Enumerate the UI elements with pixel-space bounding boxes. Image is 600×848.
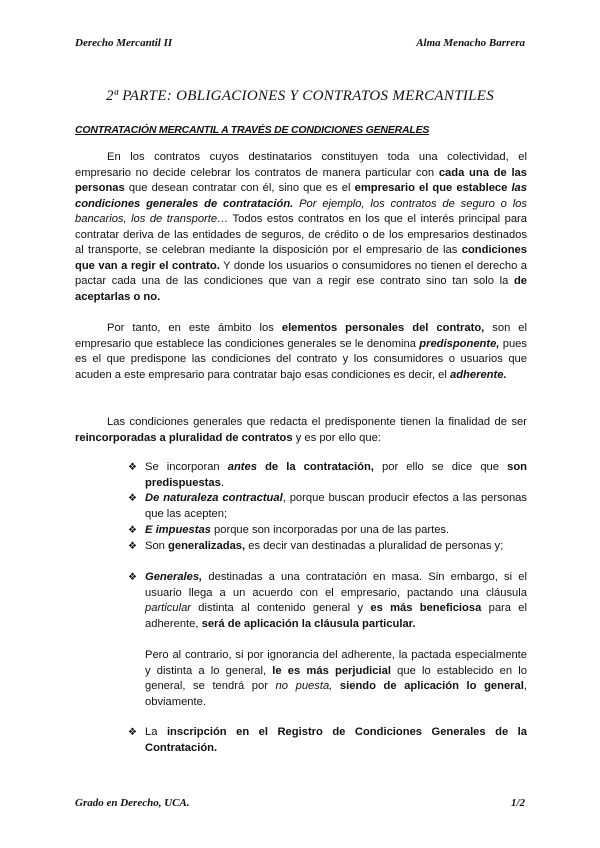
list-item: ❖ Generales, destinadas a una contratación en masa. Sin embargo, si el usuario llega a un acuerdo con el empresario, pactando una cláusula particular distinta al contenido general y es más beneficiosa para el adherente, será de aplicación la cláusula particular.	[128, 571, 527, 630]
diamond-bullet-icon: ❖	[128, 462, 137, 473]
header-author: Alma Menacho Barrera	[416, 37, 525, 49]
page-title: 2ª PARTE: OBLIGACIONES Y CONTRATOS MERCANTILES	[105, 88, 495, 104]
diamond-bullet-icon: ❖	[128, 525, 137, 536]
header-course: Derecho Mercantil II	[75, 37, 173, 49]
diamond-bullet-icon: ❖	[128, 493, 137, 504]
paragraph-1: En los contratos cuyos destinatarios constituyen toda una colectividad, el empresario no decide celebrar los contratos de manera particular con cada una de las personas que desean contratar con él, sino que es el empresario el que establece las condiciones generales de contratación. Por ejemplo, los contratos de seguro o los bancarios, los de transporte… Todos estos contratos en los que el interés principal para contratar deriva de las entidades de seguros, de crédito o de los empresarios destinados al transporte, se celebran mediante la disposición por el empresario de las condiciones que van a regir el contrato. Y donde los usuarios o consumidores no tienen el derecho a pactar cada una de las condiciones que van a regir ese contrato sino tan solo la de aceptarlas o no.	[75, 151, 528, 303]
list-item: ❖ Se incorporan antes de la contratación, por ello se dice que son predispuestas.	[128, 461, 527, 489]
contrary-paragraph: Pero al contrario, si por ignorancia del adherente, la pactada especialmente y distinta a lo general, le es más perjudicial que lo establecido en lo general, se tendrá por no puesta, siendo de aplicación lo general, obviamente.	[145, 649, 527, 708]
list-item: ❖ E impuestas porque son incorporadas por una de las partes.	[128, 523, 527, 539]
diamond-bullet-icon: ❖	[128, 727, 137, 738]
diamond-bullet-icon: ❖	[128, 572, 137, 583]
list-item: ❖ De naturaleza contractual, porque buscan producir efectos a las personas que las acepten;	[128, 492, 527, 520]
diamond-bullet-icon: ❖	[128, 541, 137, 552]
section-subtitle: CONTRATACIÓN MERCANTIL A TRAVÉS DE CONDICIONES GENERALES	[75, 124, 430, 136]
paragraph-3: Las condiciones generales que redacta el predisponente tienen la finalidad de ser reincorporadas a pluralidad de contratos y es por ello que:	[75, 416, 527, 444]
footer-degree: Grado en Derecho, UCA.	[75, 797, 190, 809]
page-number: 1/2	[510, 797, 525, 809]
list-item: ❖ Son generalizadas, es decir van destinadas a pluralidad de personas y;	[128, 539, 527, 555]
list-item: ❖ La inscripción en el Registro de Condiciones Generales de la Contratación.	[128, 726, 527, 754]
paragraph-2: Por tanto, en este ámbito los elementos personales del contrato, son el empresario que establece las condiciones generales se le denomina predisponente, pues es el que predispone las condiciones del contrato y los consumidores o usuarios que acuden a este empresario para contratar bajo esas condiciones es decir, el adherente.	[75, 322, 527, 381]
